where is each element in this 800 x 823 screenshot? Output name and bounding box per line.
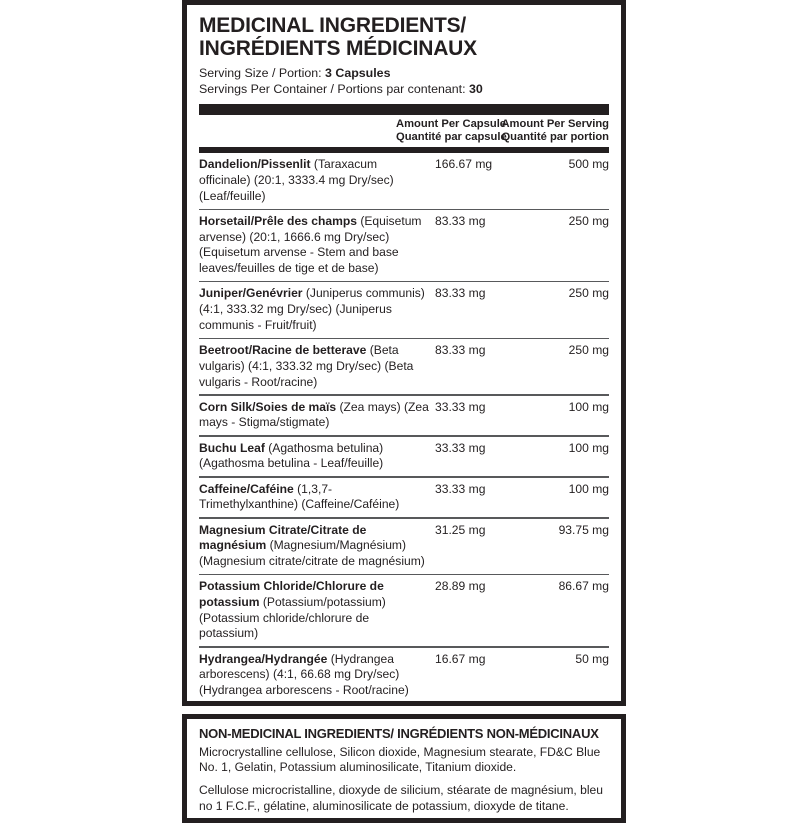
- ingredient-name-bold: Dandelion/Pissenlit: [199, 157, 311, 172]
- ingredient-name-detail: (Beta vulgaris) (4:1, 333.32 mg Dry/sec) (Beta vulgaris - Root/racine): [199, 343, 414, 389]
- amount-per-serving-value: 250 mg: [568, 343, 609, 358]
- column-header-amount-per-capsule-fr: Quantité par capsule: [396, 131, 507, 144]
- ingredient-name: [199, 286, 435, 333]
- ingredient-row: [199, 153, 609, 208]
- serving-size-value: 3 Capsules: [325, 66, 391, 81]
- column-header-amount-per-serving-fr: Quantité par portion: [501, 131, 609, 144]
- amount-per-capsule-value: 83.33 mg: [435, 214, 486, 229]
- ingredient-row: [199, 648, 609, 703]
- medicinal-ingredients-panel: [182, 0, 626, 706]
- ingredient-row: [199, 282, 609, 337]
- ingredient-row: [199, 478, 609, 517]
- ingredient-name-detail: (Agathosma betulina) (Agathosma betulina - Leaf/feuille): [199, 440, 384, 471]
- ingredient-row: [199, 437, 609, 476]
- ingredient-row: [199, 704, 609, 706]
- ingredient-name-bold: Beetroot/Racine de betterave: [199, 343, 367, 358]
- servings-per-container-line: [199, 82, 609, 98]
- serving-size-line: [199, 66, 609, 82]
- ingredient-name-detail: (Zea mays) (Zea mays - Stigma/stigmate): [199, 399, 429, 430]
- amount-per-serving-value: 500 mg: [568, 157, 609, 172]
- amount-per-capsule-value: 31.25 mg: [435, 522, 486, 537]
- ingredient-name: [199, 157, 435, 204]
- amount-per-capsule-value: 33.33 mg: [435, 440, 486, 455]
- ingredient-name-bold: Buchu Leaf: [199, 440, 265, 455]
- non-medicinal-title: NON-MEDICINAL INGREDIENTS/ INGRÉDIENTS NON-MÉDICINAUX: [199, 726, 599, 741]
- ingredient-row: [199, 210, 609, 281]
- amount-per-serving-value: 50 mg: [575, 651, 609, 666]
- column-header-amount-per-serving: [499, 118, 609, 144]
- ingredient-name-detail: (Taraxacum officinale) (20:1, 3333.4 mg Dry/sec) (Leaf/feuille): [199, 157, 394, 203]
- ingredient-name-detail: (Equisetum arvense) (20:1, 1666.6 mg Dry/sec) (Equisetum arvense - Stem and base leaves/feuilles de tige et de base): [199, 214, 422, 276]
- column-header-amount-per-capsule: [396, 117, 507, 144]
- ingredient-row: [199, 519, 609, 574]
- ingredient-row: [199, 575, 609, 646]
- amount-per-serving-value: 100 mg: [568, 399, 609, 414]
- ingredient-name-bold: Horsetail/Prêle des champs: [199, 214, 357, 229]
- ingredient-name-detail: (1,3,7-Trimethylxanthine) (Caffeine/Caféine): [199, 481, 400, 512]
- servings-per-container-label: Servings Per Container / Portions par contenant:: [199, 82, 469, 97]
- ingredient-name-bold: Caffeine/Caféine: [199, 481, 294, 496]
- ingredient-rows: [199, 153, 609, 706]
- ingredient-name-bold: Corn Silk/Soies de maïs: [199, 399, 337, 414]
- ingredient-row: [199, 396, 609, 435]
- ingredient-name: [199, 400, 435, 431]
- ingredient-name-bold: Hydrangea/Hydrangée: [199, 651, 328, 666]
- ingredient-name-detail: (Juniperus communis) (4:1, 333.32 mg Dry/sec) (Juniperus communis - Fruit/fruit): [199, 286, 425, 332]
- amount-per-capsule-value: 166.67 mg: [435, 157, 493, 172]
- amount-per-capsule-value: 28.89 mg: [435, 579, 486, 594]
- amount-per-capsule-value: 33.33 mg: [435, 399, 486, 414]
- ingredient-name: [199, 523, 435, 570]
- ingredient-name-detail: (Potassium/potassium) (Potassium chloride/chlorure de potassium): [199, 594, 386, 641]
- amount-per-serving-value: 250 mg: [568, 286, 609, 301]
- non-medicinal-paragraph-english: Microcrystalline cellulose, Silicon dioxide, Magnesium stearate, FD&C Blue No. 1, Gelatin, Potassium aluminosilicate, Titanium dioxide.: [199, 744, 601, 775]
- ingredient-name-bold: Juniper/Genévrier: [199, 286, 303, 301]
- medicinal-panel-title: [199, 5, 609, 60]
- supplement-facts-label: [182, 0, 626, 813]
- amount-per-serving-value: 86.67 mg: [558, 579, 609, 594]
- column-headers: [199, 115, 609, 146]
- header-top-rule: [199, 104, 609, 115]
- ingredient-name: [199, 482, 435, 513]
- non-medicinal-paragraph-french: Cellulose microcristalline, dioxyde de silicium, stéarate de magnésium, bleu no 1 F.C.F., gélatine, aluminosilicate de potassium, dioxyde de titane.: [199, 783, 603, 813]
- row-divider: [199, 703, 609, 705]
- amount-per-serving-value: 93.75 mg: [558, 522, 609, 537]
- medicinal-title-line-french: INGRÉDIENTS MÉDICINAUX: [199, 37, 477, 61]
- ingredient-name-detail: (Magnesium/Magnésium) (Magnesium citrate/citrate de magnésium): [199, 538, 425, 568]
- ingredient-name-detail: (Hydrangea arborescens) (4:1, 66.68 mg Dry/sec) (Hydrangea arborescens - Root/racine): [199, 651, 409, 697]
- amount-per-serving-value: 250 mg: [568, 214, 609, 229]
- column-header-amount-per-serving-en: Amount Per Serving: [501, 117, 609, 130]
- ingredient-name: [199, 652, 435, 699]
- amount-per-capsule-value: 33.33 mg: [435, 481, 486, 496]
- serving-info: [199, 66, 609, 98]
- medicinal-title-line-english: MEDICINAL INGREDIENTS/: [199, 14, 467, 37]
- column-header-amount-per-capsule-en: Amount Per Capsule: [396, 117, 507, 130]
- servings-per-container-value: 30: [469, 82, 483, 97]
- non-medicinal-ingredients-panel: [182, 714, 626, 823]
- ingredient-name: [199, 441, 435, 472]
- ingredient-name-bold: Magnesium Citrate/Citrate de magnésium: [199, 522, 367, 553]
- amount-per-serving-value: 100 mg: [568, 440, 609, 455]
- ingredient-row: [199, 339, 609, 394]
- amount-per-capsule-value: 16.67 mg: [435, 651, 486, 666]
- ingredient-name: [199, 343, 435, 390]
- ingredient-name-bold: Potassium Chloride/Chlorure de potassium: [199, 579, 384, 609]
- amount-per-capsule-value: 83.33 mg: [435, 286, 486, 301]
- serving-size-label: Serving Size / Portion:: [199, 66, 326, 81]
- amount-per-capsule-value: 83.33 mg: [435, 343, 486, 358]
- ingredient-name: [199, 214, 435, 277]
- ingredient-name: [199, 579, 435, 642]
- amount-per-serving-value: 100 mg: [568, 481, 609, 496]
